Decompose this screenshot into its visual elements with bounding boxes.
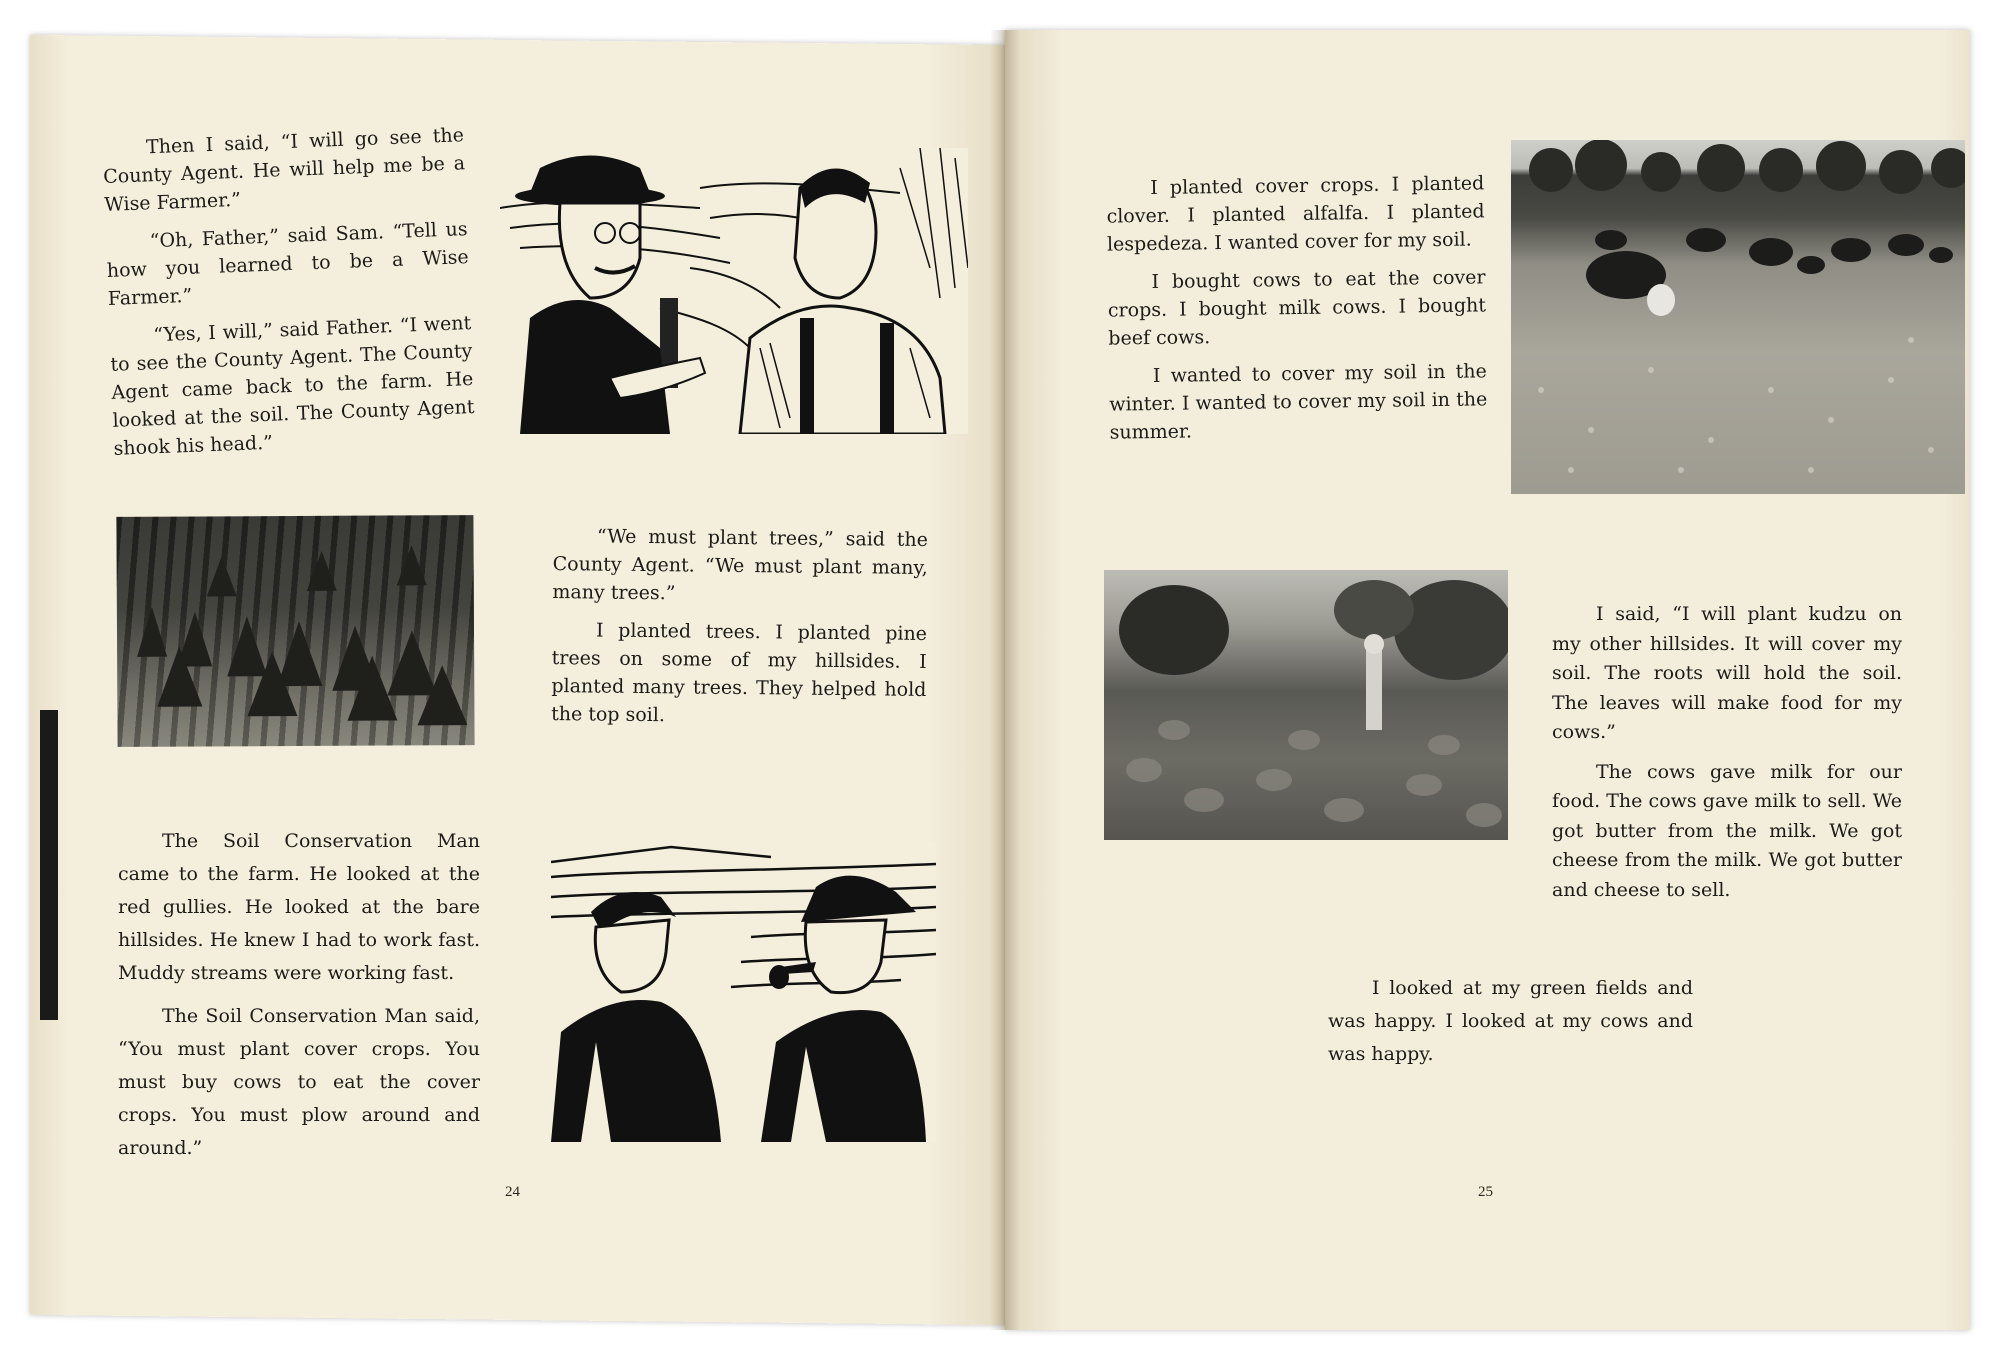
paragraph: I looked at my green fields and was happy. I looked at my cows and was happy.	[1328, 977, 1693, 1065]
cows-svg	[1511, 140, 1965, 494]
paragraph: The Soil Conservation Man said, “You must plant cover crops. You must buy cows to eat the cover crops. You must plow around and around.”	[118, 1005, 480, 1159]
photo-cows-in-field	[1511, 140, 1965, 494]
paragraph: The cows gave milk for our food. The cows gave milk to sell. We got butter from the milk. We got cheese from the milk. We got butter and cheese to sell.	[1552, 760, 1902, 901]
paragraph: I bought cows to eat the cover crops. I bought milk cows. I bought beef cows.	[1107, 266, 1487, 350]
left-text-block-1	[102, 121, 477, 473]
paragraph: “Oh, Father,” said Sam. “Tell us how you learned to be a Wise Farmer.”	[106, 218, 470, 310]
paragraph: I wanted to cover my soil in the winter. I wanted to cover my soil in the summer.	[1109, 360, 1488, 444]
right-text-block-2	[1552, 600, 1902, 915]
illustration-svg	[500, 148, 968, 434]
illustration-two-farmers	[551, 842, 936, 1142]
right-text-block-3	[1328, 972, 1693, 1081]
paragraph: “We must plant trees,” said the County Agent. “We must plant many, many trees.”	[552, 525, 929, 605]
trees-svg	[116, 515, 474, 747]
page-edge-strip	[40, 710, 58, 1020]
page-number-left: 24	[505, 1184, 520, 1200]
right-text-block-1	[1106, 169, 1488, 456]
illustration-svg	[551, 842, 936, 1142]
paragraph: I said, “I will plant kudzu on my other hillsides. It will cover my soil. The roots will hold the soil. The leaves will make food for my cows.”	[1552, 603, 1902, 743]
photo-pine-trees	[116, 515, 474, 747]
left-text-block-3	[118, 825, 480, 1175]
paragraph: I planted cover crops. I planted clover. I planted alfalfa. I planted lespedeza. I wanted cover for my soil.	[1106, 172, 1485, 256]
paragraph: The Soil Conservation Man came to the farm. He looked at the red gullies. He looked at the bare hillsides. He knew I had to work fast. Muddy streams were working fast.	[118, 830, 480, 984]
paragraph: Then I said, “I will go see the County Agent. He will help me be a Wise Farmer.”	[102, 124, 466, 217]
left-text-block-2	[551, 522, 928, 742]
illustration-farmer-and-agent	[500, 148, 968, 434]
photo-man-in-kudzu	[1104, 570, 1508, 840]
book-gutter	[990, 30, 1020, 1330]
page-number-right: 25	[1478, 1184, 1493, 1200]
paragraph: “Yes, I will,” said Father. “I went to see the County Agent. The County Agent came back to the farm. He looked at the soil. The County Agent shook his head.”	[110, 312, 475, 460]
kudzu-svg	[1104, 570, 1508, 840]
paragraph: I planted trees. I planted pine trees on some of my hillsides. I planted many trees. They helped hold the top soil.	[551, 619, 928, 727]
